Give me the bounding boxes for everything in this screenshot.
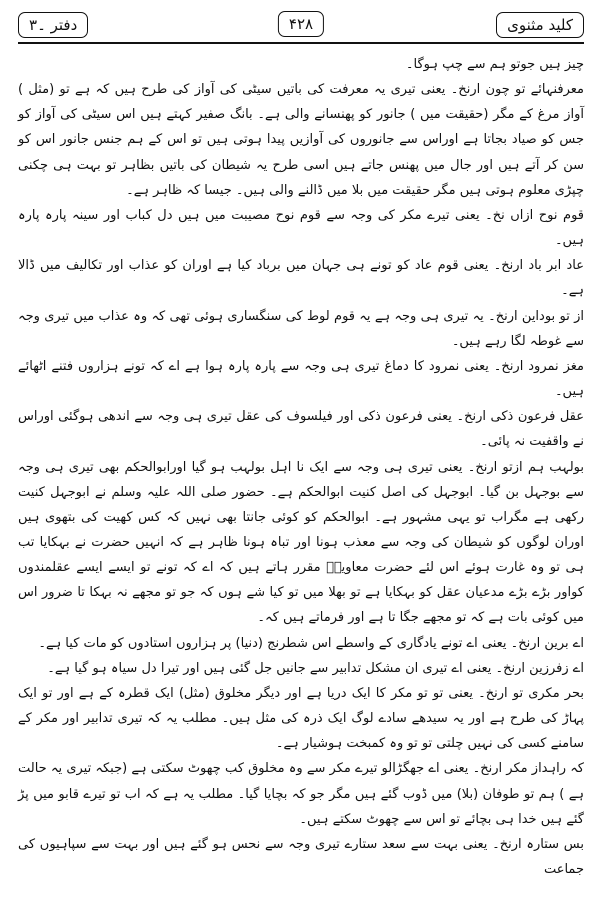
page-number-box: ۴۲۸	[278, 11, 324, 37]
paragraph: اے برین ارنخ۔ یعنی اے تونے یادگاری کے واسطے اس شطرنج (دنیا) پر ہزاروں استادوں کو مات کیا ہے۔	[38, 635, 584, 651]
page-body	[18, 52, 584, 882]
paragraph: بحر مکری تو ارنخ۔ یعنی تو تو مکر کا ایک دریا ہے اور دیگر مخلوق (مثل) ایک قطرہ کے ہے اور تو ایک پہاڑ کی طرح ہے اور یہ سیدھے سادے لوگ ایک ذرہ کی مثل ہیں۔ مطلب یہ کہ تیری تدابیر اور مکر کے سامنے کسی کی نہیں چلتی تو تو وہ کمبخت ہوشیار ہے۔	[18, 685, 584, 752]
paragraph: بولہب ہم ازتو ارنخ۔ یعنی تیری ہی وجہ سے ایک نا اہل بولہب ہو گیا اورابوالحکم بھی تیری ہی وجہ سے بوجہل بن گیا۔ ابوجہل کی اصل کنیت ابوالحکم ہے۔ حضور صلی اللہ علیہ وسلم نے ابوجہل کنیت رکھی ہے مگراب تو یہی مشہور ہے۔ ابوالحکم کو کوئی جانتا بھی نہیں کہ کس کھیت کی بتھوی ہیں اوران لوگوں کو شیطان کی وجہ سے معذب ہونا اور تباہ ہونا ظاہر ہے کہ انہیں حضرت نے بہکایا تب ہی تو وہ غارت ہوئے اس لئے حضرت معاویہؓ مقرر ہاتے ہیں کہ اے کہ تونے تو ایسے ایسے عقلمندوں کواور بڑے بڑے مدعیان عقل کو بہکایا ہے تو بھلا میں تو کیا شے ہوں کہ جو تو مجھے نہ بہکا تا ضرور اس میں کوئی بات ہے کہ تو مجھے جگا تا ہے اور فرماتے ہیں کہ۔	[18, 459, 584, 626]
page-header	[18, 8, 584, 44]
paragraph: از تو بوداین ارنخ۔ یہ تیری ہی وجہ ہے یہ قوم لوط کی سنگساری ہوئی تھی کہ وہ عذاب میں تیری وجہ سے غوطہ لگا رہے ہیں۔	[18, 308, 584, 349]
paragraph: قوم نوح ازاں نخ۔ یعنی تیرے مکر کی وجہ سے قوم نوح مصیبت میں ہیں دل کباب اور سینہ پارہ پارہ ہیں۔	[18, 207, 584, 249]
paragraph: کہ راہداز مکر ارنخ۔ یعنی اے جھگڑالو تیرے مکر سے وہ مخلوق کب چھوٹ سکتی ہے (جبکہ تیری یہ حالت ہے ) ہم تو طوفان (بلا) میں ڈوب گئے ہیں مگر جو کہ بچایا گیا۔ مطلب یہ ہے کہ اب تو تیرے قابو میں پڑ گئے ہیں خدا ہی بچائے تو اس سے چھوٹ سکتے ہیں۔	[18, 761, 584, 827]
paragraph: عقل فرعون ذکی ارنخ۔ یعنی فرعون ذکی اور فیلسوف کی عقل تیری ہی وجہ سے اندھی ہوگئی اوراس نے واقفیت نہ پائی۔	[18, 409, 584, 450]
paragraph: عاد ابر باد ارنخ۔ یعنی قوم عاد کو تونے ہی جہان میں برباد کیا ہے اوران کو عذاب اور تکالیف میں ڈالا ہے۔	[18, 258, 584, 299]
paragraph: چیز ہیں جوتو ہم سے چپ ہوگا۔	[405, 57, 584, 72]
book-title-box: کلید مثنوی	[496, 12, 584, 38]
paragraph: معرفنہائے تو چون ارنخ۔ یعنی تیری یہ معرفت کی باتیں سیٹی کی آواز کی طرح ہیں کہ ہے تو (مثل ) آواز مرغ کے مگر (حقیقت میں ) جانور کو پھنسانے والی ہے۔ بانگ صفیر کہتے ہیں اس سیٹی کی آواز کو جس کو صیاد بجاتا ہے اوراس سے جانوروں کی آوازیں پیدا ہوتی ہیں تو اس کے ہم جنس جانور اس کو سن کر آتے ہیں اور جال میں پھنس جاتے ہیں اسی طرح یہ شیطان کی باتیں بظاہر تو بہت ہی چکنی چپڑی معلوم ہوتی ہیں مگر حقیقت میں بلا میں ڈالنے والی ہیں۔ جیسا کہ ظاہر ہے۔	[18, 82, 584, 198]
paragraph: اے زفرزین ارنخ۔ یعنی اے تیری ان مشکل تدابیر سے جانیں جل گئی ہیں اور تیرا دل سیاہ ہو گیا ہے۔	[47, 660, 584, 676]
paragraph: مغز نمرود ارنخ۔ یعنی نمرود کا دماغ تیری ہی وجہ سے پارہ پارہ ہوا ہے اے کہ تونے ہزاروں فتنے اٹھائے ہیں۔	[18, 358, 584, 400]
book-page	[18, 8, 584, 893]
paragraph: بس ستارہ ارنخ۔ یعنی بہت سے سعد ستارے تیری وجہ سے نحس ہو گئے ہیں اور بہت سے سپاہیوں کی جماعت	[18, 836, 584, 877]
volume-label-box: دفتر ۔۳	[18, 12, 88, 38]
